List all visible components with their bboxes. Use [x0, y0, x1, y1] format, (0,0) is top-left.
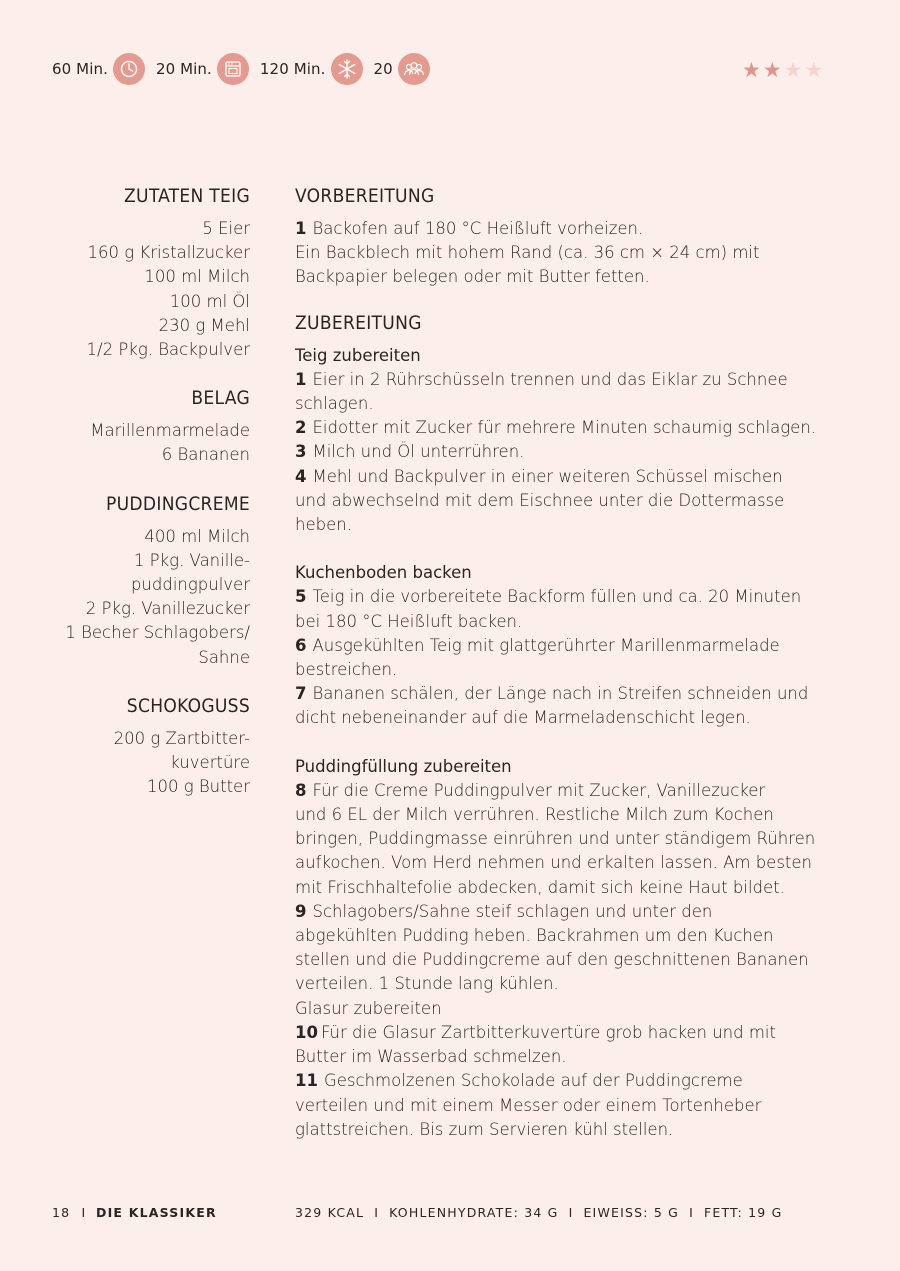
ingredient: 6 Bananen — [161, 445, 250, 465]
step-text: stellen und die Puddingcreme auf den geschnittenen Bananen — [295, 950, 809, 970]
cool-time — [260, 53, 363, 85]
step-text: verteilen. 1 Stunde lang kühlen. — [295, 974, 559, 994]
ingredient: Marillenmarmelade — [90, 421, 250, 441]
step-number: 3 — [295, 442, 307, 462]
step-1-prep — [295, 217, 855, 241]
step-text: Milch und Öl unterrühren. — [312, 442, 525, 462]
section-name: DIE KLASSIKER — [96, 1205, 217, 1220]
kcal: 329 KCAL — [295, 1205, 365, 1220]
step — [295, 368, 855, 392]
instructions-column — [295, 185, 855, 1142]
ingredients-belag — [40, 387, 250, 467]
carbs: KOHLENHYDRATE: 34 G — [389, 1205, 559, 1220]
step-text: Ausgekühlten Teig mit glattgerührter Marillenmarmelade — [312, 635, 780, 655]
ingredient: 2 Pkg. Vanillezucker — [85, 599, 250, 619]
protein: EIWEISS: 5 G — [583, 1205, 680, 1220]
nutrition-info — [295, 1205, 782, 1220]
difficulty-rating — [742, 60, 823, 80]
ingredients-creme — [40, 493, 250, 670]
step-text: bestreichen. — [295, 660, 398, 680]
ingredients-guss-title: SCHOKOGUSS — [126, 694, 250, 717]
ingredients-creme-title: PUDDINGCREME — [106, 492, 250, 515]
step — [295, 416, 855, 440]
step-text: und 6 EL der Milch verrühren. Restliche Milch zum Kochen — [295, 805, 774, 825]
step-number: 6 — [295, 635, 307, 655]
step-number: 9 — [295, 901, 307, 921]
divider: I — [374, 1205, 380, 1220]
star-empty-icon: ★ — [804, 58, 824, 82]
step — [295, 634, 855, 658]
ingredient: 230 g Mehl — [158, 315, 250, 335]
ingredient: 5 Eier — [202, 219, 250, 238]
step — [295, 1021, 855, 1045]
prep-time — [52, 53, 145, 85]
step-text: Teig in die vorbereitete Backform füllen und ca. 20 Minuten — [312, 587, 802, 607]
vorbereitung-title: VORBEREITUNG — [295, 185, 435, 207]
bake-time — [156, 53, 249, 85]
step-number: 1 — [295, 219, 307, 238]
ingredient: 400 ml Milch — [144, 526, 250, 546]
ingredient: 160 g Kristallzucker — [87, 243, 250, 263]
subsection-title: Teig zubereiten — [295, 345, 421, 365]
step-text: Eier in 2 Rührschüsseln trennen und das Eiklar zu Schnee — [312, 369, 788, 389]
step-text: und abwechselnd mit dem Eischnee unter die Dottermasse — [295, 490, 785, 510]
ingredient: puddingpulver — [130, 575, 250, 595]
divider: I — [568, 1205, 574, 1220]
subsection-title: Puddingfüllung zubereiten — [295, 756, 512, 776]
step-text: bei 180 °C Heißluft backen. — [295, 611, 523, 631]
ingredient: 1 Becher Schlagobers/ — [65, 623, 250, 643]
ingredient: Sahne — [198, 647, 250, 667]
step-text: heben. — [295, 515, 352, 535]
people-icon — [398, 53, 430, 85]
fat: FETT: 19 G — [703, 1205, 783, 1220]
snowflake-icon — [331, 53, 363, 85]
divider: I — [689, 1205, 694, 1220]
step-number: 4 — [295, 466, 307, 486]
bake-time-text: 20 Min. — [155, 60, 212, 78]
step-text: aufkochen. Vom Herd nehmen und erkalten lassen. Am besten — [295, 853, 812, 873]
step-text: schlagen. — [295, 394, 374, 414]
step-text: Schlagobers/Sahne steif schlagen und unter den — [312, 901, 713, 921]
ingredient: 1 Pkg. Vanille- — [133, 550, 250, 570]
step-text: glattstreichen. Bis zum Servieren kühl stellen. — [295, 1119, 674, 1139]
ingredient: 100 g Butter — [146, 777, 250, 797]
ingredients-teig — [40, 185, 250, 362]
step-text: Backofen auf 180 °C Heißluft vorheizen. — [312, 219, 644, 238]
page-number-text: 18 — [52, 1205, 71, 1220]
step — [295, 465, 855, 489]
oven-icon — [217, 53, 249, 85]
star-empty-icon: ★ — [783, 58, 803, 82]
ingredients-belag-title: BELAG — [191, 387, 250, 410]
prep-note-line: Backpapier belegen oder mit Butter fetten. — [295, 267, 650, 287]
subsection-title-inline: Glasur zubereiten — [295, 998, 442, 1018]
step-number: 11 — [295, 1071, 318, 1091]
prep-time-text: 60 Min. — [52, 60, 108, 78]
star-filled-icon: ★ — [742, 58, 761, 82]
step-number: 1 — [295, 369, 307, 389]
page-number — [52, 1205, 86, 1220]
step-text: Eidotter mit Zucker für mehrere Minuten schaumig schlagen. — [312, 418, 817, 438]
step-text: bringen, Puddingmasse einrühren und unter ständigem Rühren — [295, 829, 816, 849]
step — [295, 440, 855, 464]
step-text: dicht nebeneinander auf die Marmeladenschicht legen. — [295, 708, 751, 728]
ingredients-column — [40, 185, 250, 824]
prep-note-line: Ein Backblech mit hohem Rand (ca. 36 cm × 24 cm) mit — [295, 243, 760, 263]
recipe-meta-bar — [52, 52, 441, 86]
step-text: abgekühlten Pudding heben. Backrahmen um den Kuchen — [295, 926, 774, 946]
step — [295, 779, 855, 803]
ingredient: 200 g Zartbitter- — [113, 728, 250, 748]
ingredient: 100 ml Öl — [169, 291, 250, 311]
ingredients-teig-title: ZUTATEN TEIG — [124, 185, 250, 207]
step-number: 7 — [295, 684, 307, 704]
subsection-title: Kuchenboden backen — [295, 563, 472, 583]
clock-icon — [113, 53, 145, 85]
divider: I — [81, 1205, 87, 1220]
step-text: Für die Creme Puddingpulver mit Zucker, Vanillezucker — [312, 780, 766, 800]
step — [295, 682, 855, 706]
step — [295, 585, 855, 609]
step-text: mit Frischhaltefolie abdecken, damit sich keine Haut bildet. — [295, 877, 785, 897]
servings-text: 20 — [373, 60, 393, 78]
step-text: Geschmolzenen Schokolade auf der Puddingcreme — [323, 1071, 743, 1091]
star-filled-icon: ★ — [762, 58, 782, 82]
step-number: 5 — [295, 587, 307, 607]
step-text: Für die Glasur Zartbitterkuvertüre grob hacken und mit — [320, 1022, 776, 1042]
step-text: Mehl und Backpulver in einer weiteren Schüssel mischen — [312, 466, 783, 486]
step — [295, 1069, 855, 1093]
cool-time-text: 120 Min. — [259, 60, 326, 78]
step-text: Butter im Wasserbad schmelzen. — [295, 1047, 567, 1067]
ingredient: 100 ml Milch — [144, 267, 250, 287]
ingredients-guss — [40, 695, 250, 800]
ingredient: kuvertüre — [170, 753, 250, 773]
servings — [374, 53, 430, 85]
step — [295, 900, 855, 924]
step-text: Bananen schälen, der Länge nach in Streifen schneiden und — [312, 684, 809, 704]
step-number: 10 — [295, 1022, 318, 1042]
step-number: 8 — [295, 780, 307, 800]
step-number: 2 — [295, 418, 307, 438]
ingredient: 1/2 Pkg. Backpulver — [86, 340, 250, 360]
zubereitung-title: ZUBEREITUNG — [295, 311, 422, 334]
step-text: verteilen und mit einem Messer oder einem Tortenheber — [295, 1095, 762, 1115]
